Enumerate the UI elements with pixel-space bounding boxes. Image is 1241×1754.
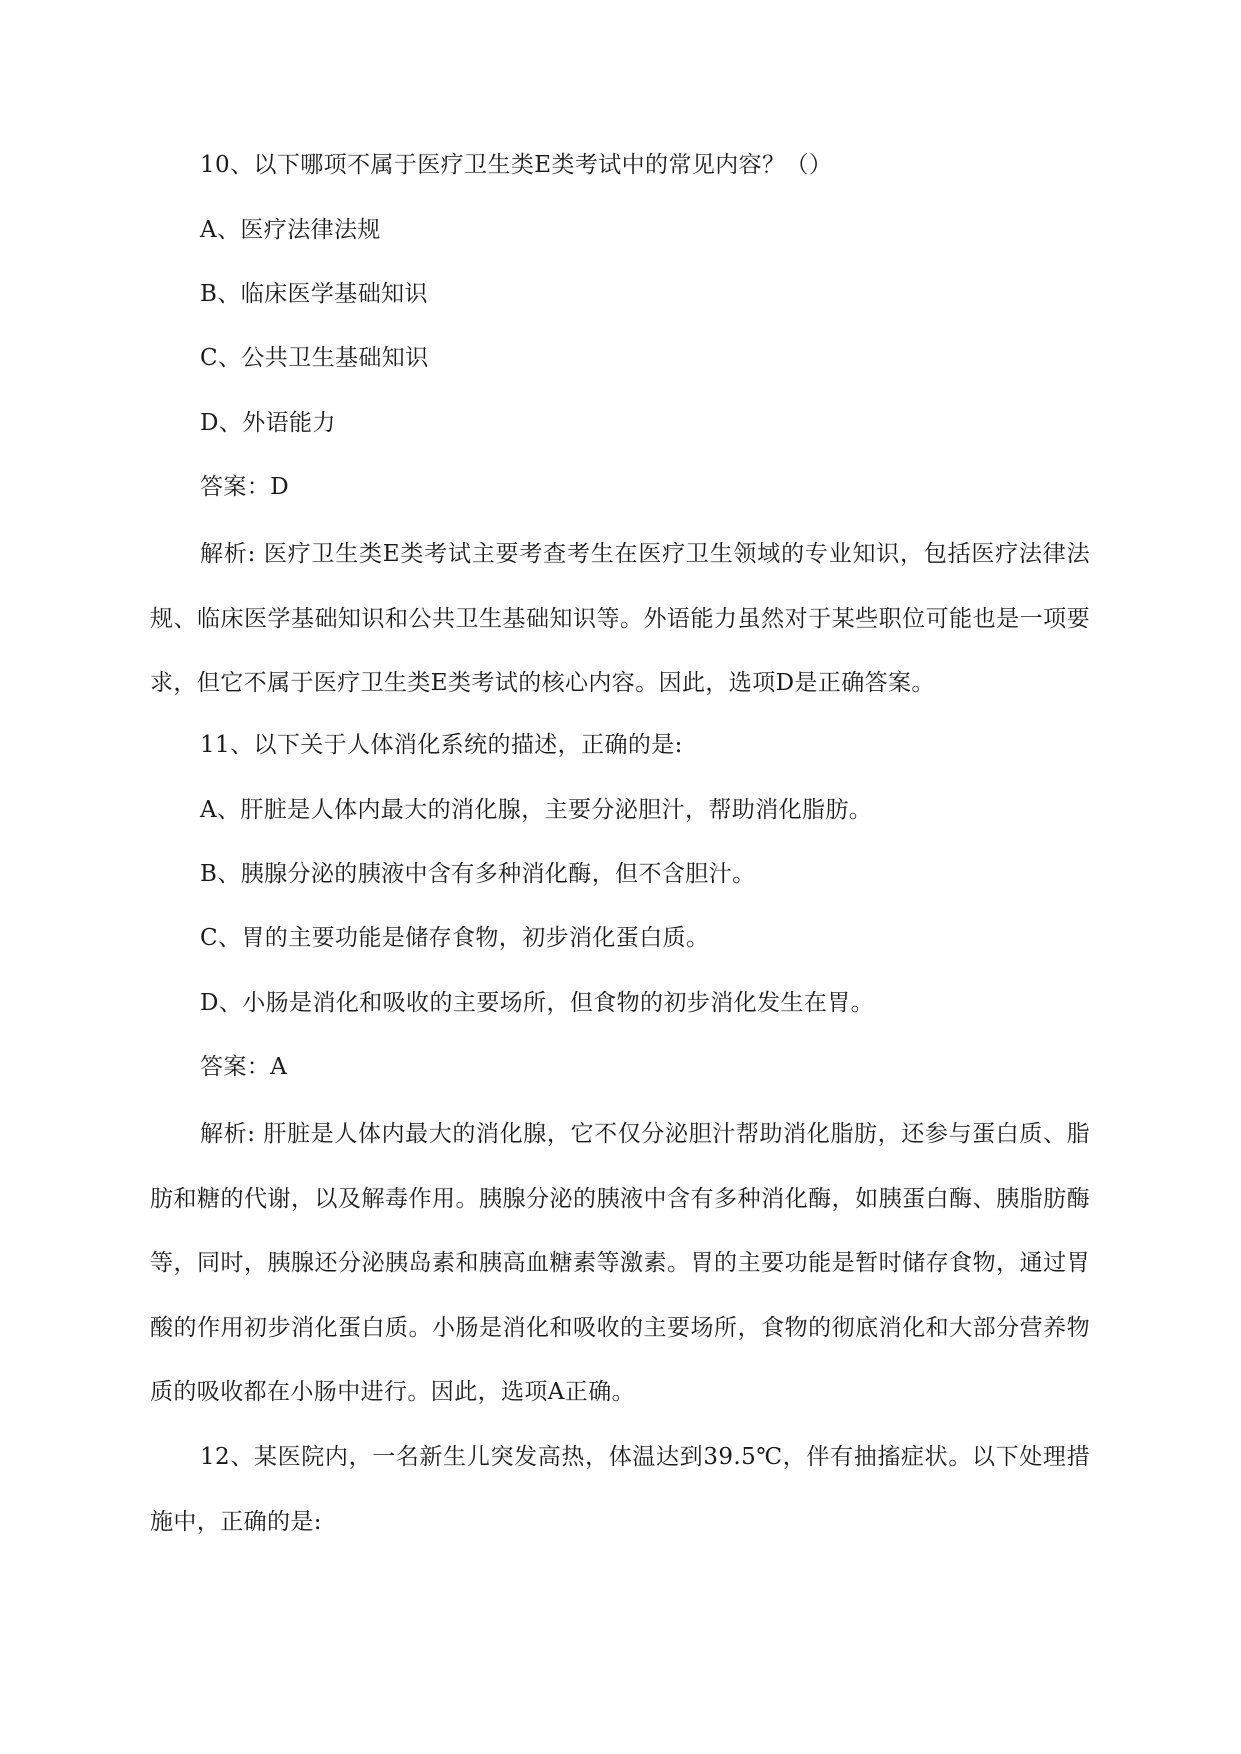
question-10: 10、以下哪项不属于医疗卫生类E类考试中的常见内容？（） (200, 152, 833, 178)
q10-option-b: B、临床医学基础知识 (200, 281, 428, 307)
q11-option-a: A、肝脏是人体内最大的消化腺，主要分泌胆汁，帮助消化脂肪。 (200, 797, 873, 823)
question-11: 11、以下关于人体消化系统的描述，正确的是: (200, 732, 683, 758)
q11-option-c: C、胃的主要功能是储存食物，初步消化蛋白质。 (200, 925, 710, 951)
question-12: 12、某医院内，一名新生儿突发高热，体温达到39.5℃，伴有抽搐症状。以下处理措施中，正确的是: (150, 1444, 1090, 1535)
q10-analysis: 解析: 医疗卫生类E类考试主要考查考生在医疗卫生领域的专业知识，包括医疗法律法规、临床医学基础知识和公共卫生基础知识等。外语能力虽然对于某些职位可能也是一项要求，但它不属于医疗卫生类E类考试的核心内容。因此，选项D是正确答案。 (150, 541, 1090, 696)
q11-analysis: 解析: 肝脏是人体内最大的消化腺，它不仅分泌胆汁帮助消化脂肪，还参与蛋白质、脂肪和糖的代谢，以及解毒作用。胰腺分泌的胰液中含有多种消化酶，如胰蛋白酶、胰脂肪酶等，同时，胰腺还分泌胰岛素和胰高血糖素等激素。胃的主要功能是暂时储存食物，通过胃酸的作用初步消化蛋白质。小肠是消化和吸收的主要场所，食物的彻底消化和大部分营养物质的吸收都在小肠中进行。因此，选项A正确。 (150, 1121, 1090, 1405)
q10-option-d: D、外语能力 (200, 410, 336, 436)
q11-option-b: B、胰腺分泌的胰液中含有多种消化酶，但不含胆汁。 (200, 861, 756, 887)
q10-option-a: A、医疗法律法规 (200, 217, 381, 243)
q11-option-d: D、小肠是消化和吸收的主要场所，但食物的初步消化发生在胃。 (200, 990, 875, 1016)
q10-option-c: C、公共卫生基础知识 (200, 345, 429, 371)
q11-answer: 答案：A (200, 1054, 288, 1080)
q10-answer: 答案：D (200, 474, 290, 500)
